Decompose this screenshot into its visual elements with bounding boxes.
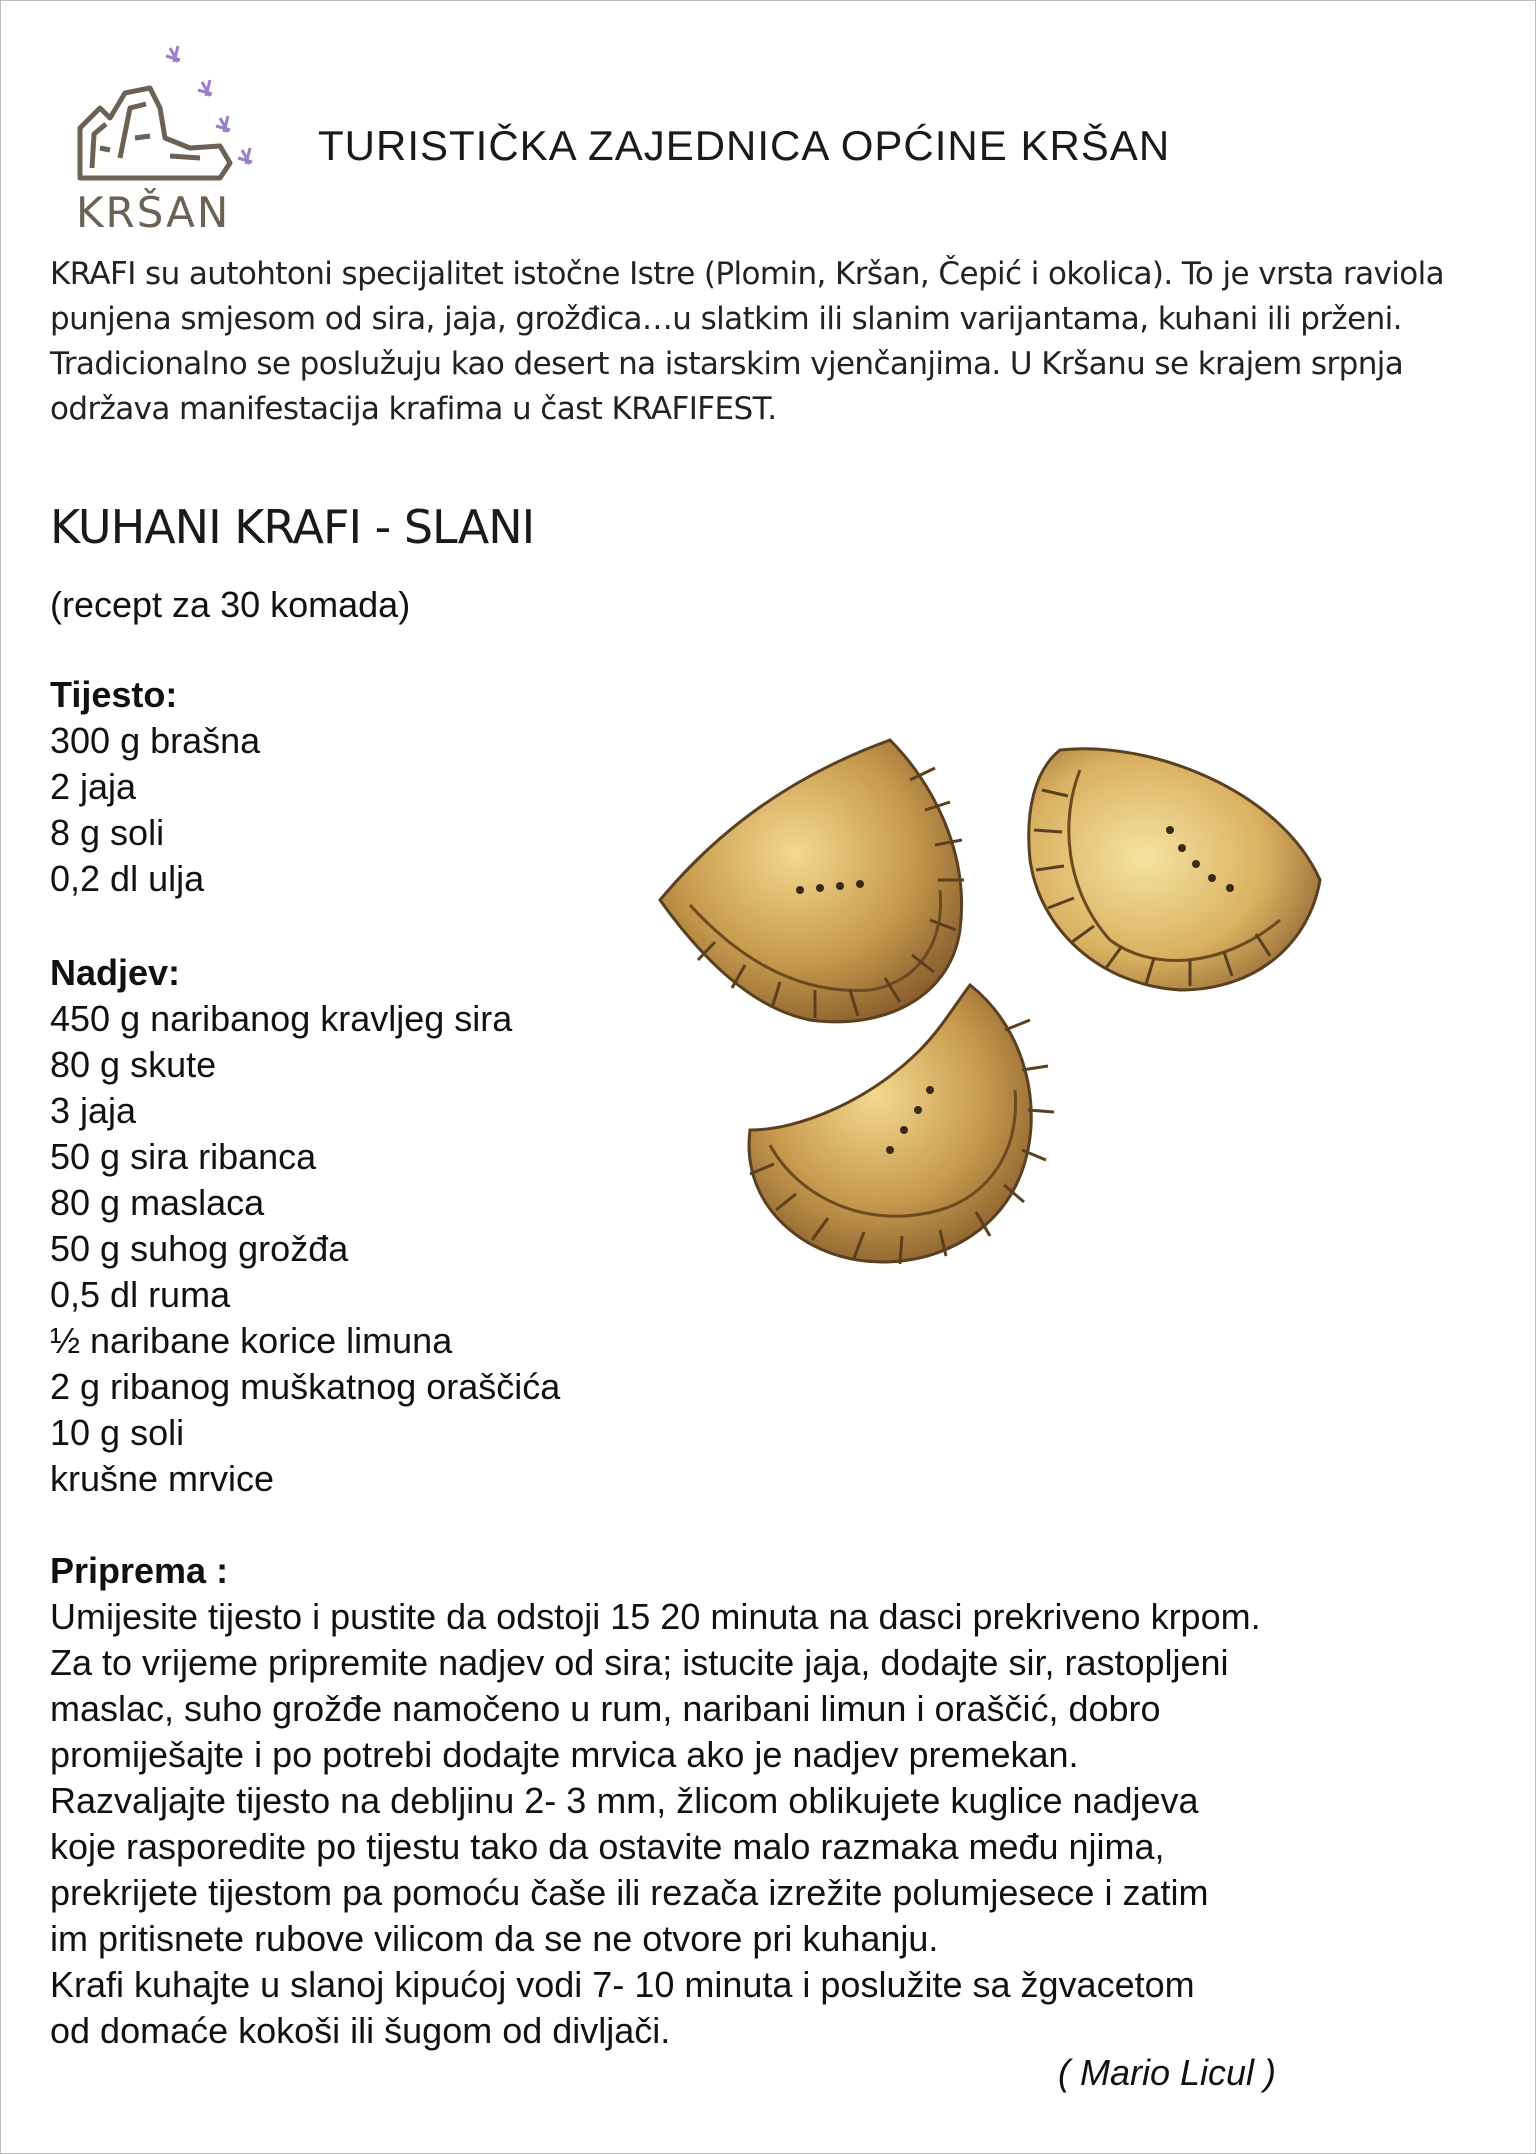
ingredient-item: 10 g soli bbox=[50, 1412, 185, 1453]
recipe-author: ( Mario Licul ) bbox=[1058, 2052, 1277, 2093]
ingredient-item: 50 g sira ribanca bbox=[50, 1136, 317, 1177]
filling-heading: Nadjev: bbox=[50, 952, 181, 993]
preparation-line: maslac, suho grožđe namočeno u rum, naribani limun i oraščić, dobro bbox=[50, 1688, 1161, 1729]
preparation-heading: Priprema : bbox=[50, 1550, 229, 1591]
intro-line: KRAFI su autohtoni specijalitet istočne Istre (Plomin, Kršan, Čepić i okolica). To je vrsta raviola bbox=[50, 256, 1444, 292]
preparation-line: Za to vrijeme pripremite nadjev od sira; istucite jaja, dodajte sir, rastopljeni bbox=[50, 1642, 1229, 1683]
preparation-line: Razvaljajte tijesto na debljinu 2- 3 mm, žlicom oblikujete kuglice nadjeva bbox=[50, 1780, 1199, 1821]
krafi-illustration-icon bbox=[620, 700, 1370, 1340]
ingredient-item: 300 g brašna bbox=[50, 720, 261, 761]
preparation-line: koje rasporedite po tijestu tako da ostavite malo razmaka među njima, bbox=[50, 1826, 1165, 1867]
recipe-yield: (recept za 30 komada) bbox=[50, 584, 411, 625]
ingredient-item: 8 g soli bbox=[50, 812, 165, 853]
ingredient-item: 2 g ribanog muškatnog oraščića bbox=[50, 1366, 561, 1407]
intro-line: održava manifestacija krafima u čast KRAFIFEST. bbox=[50, 391, 777, 427]
recipe-title: KUHANI KRAFI - SLANI bbox=[50, 500, 535, 554]
ingredient-item: 0,2 dl ulja bbox=[50, 858, 205, 899]
ingredient-item: 80 g maslaca bbox=[50, 1182, 265, 1223]
dough-ingredients bbox=[50, 672, 260, 902]
ingredient-item: 0,5 dl ruma bbox=[50, 1274, 231, 1315]
ingredient-item: 80 g skute bbox=[50, 1044, 217, 1085]
ingredient-item: 2 jaja bbox=[50, 766, 137, 807]
preparation-line: Krafi kuhajte u slanoj kipućoj vodi 7- 10 minuta i poslužite sa žgvacetom bbox=[50, 1964, 1195, 2005]
ingredient-item: 450 g naribanog kravljeg sira bbox=[50, 998, 513, 1039]
filling-ingredients bbox=[50, 950, 560, 1502]
organization-title: TURISTIČKA ZAJEDNICA OPĆINE KRŠAN bbox=[318, 122, 1171, 169]
ingredient-item: ½ naribane korice limuna bbox=[50, 1320, 453, 1361]
ingredient-item: krušne mrvice bbox=[50, 1458, 275, 1499]
intro-line: Tradicionalno se poslužuju kao desert na istarskim vjenčanjima. U Kršanu se krajem srpnja bbox=[50, 346, 1404, 382]
preparation-line: promiješajte i po potrebi dodajte mrvica ako je nadjev premekan. bbox=[50, 1734, 1079, 1775]
preparation-line: im pritisnete rubove vilicom da se ne otvore pri kuhanju. bbox=[50, 1918, 939, 1959]
intro-line: punjena smjesom od sira, jaja, grožđica…u slatkim ili slanim varijantama, kuhani ili prženi. bbox=[50, 301, 1402, 337]
ingredient-item: 3 jaja bbox=[50, 1090, 137, 1131]
preparation-section bbox=[50, 1548, 1261, 2054]
preparation-line: prekrijete tijestom pa pomoću čaše ili rezača izrežite polumjesece i zatim bbox=[50, 1872, 1209, 1913]
dough-heading: Tijesto: bbox=[50, 674, 178, 715]
ingredient-item: 50 g suhog grožđa bbox=[50, 1228, 349, 1269]
pastry-left bbox=[660, 740, 964, 1022]
preparation-line: Umijesite tijesto i pustite da odstoji 15 20 minuta na dasci prekriveno krpom. bbox=[50, 1596, 1261, 1637]
pastry-right bbox=[1029, 749, 1320, 990]
intro-paragraph bbox=[50, 252, 1490, 432]
logo-text: KRŠAN bbox=[76, 188, 231, 237]
preparation-line: od domaće kokoši ili šugom od divljači. bbox=[50, 2010, 671, 2051]
pastry-bottom bbox=[749, 985, 1054, 1264]
